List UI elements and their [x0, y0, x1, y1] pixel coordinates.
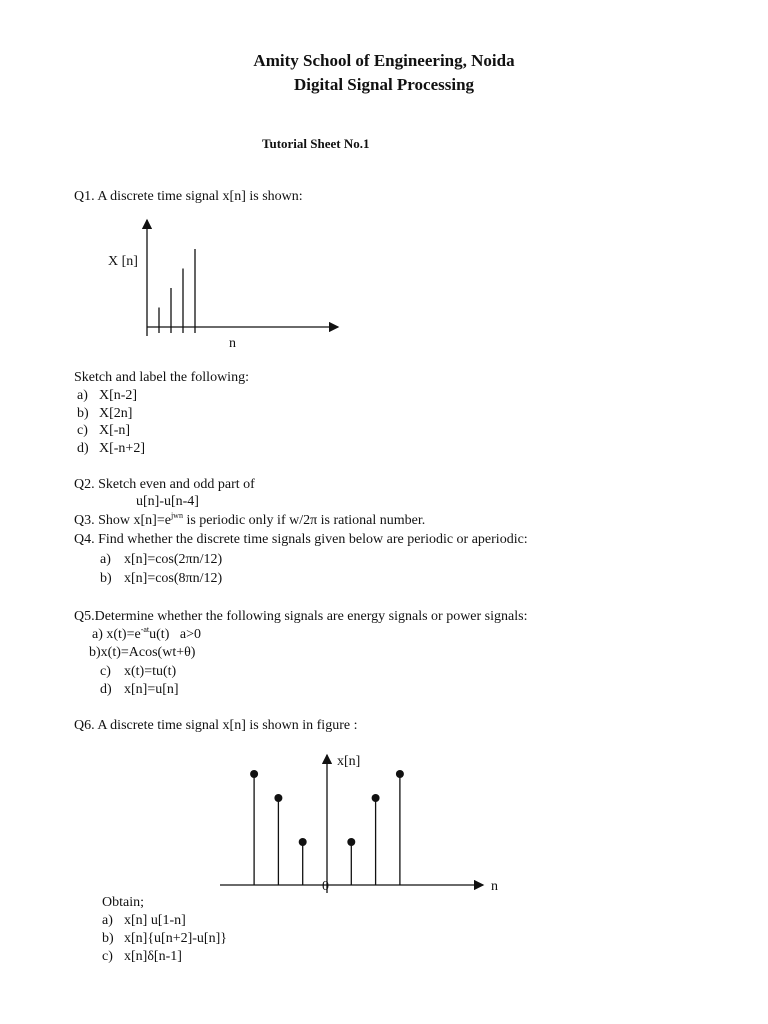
q6-stem-marker: [347, 838, 355, 846]
list-item-text: x[n]=cos(2πn/12): [124, 552, 223, 567]
q6-origin-label: 0: [322, 879, 329, 894]
list-item-label: d): [100, 682, 112, 697]
q6-stem-marker: [372, 794, 380, 802]
list-item-text: x(t)=tu(t): [124, 664, 177, 679]
q6-stem-marker: [299, 838, 307, 846]
q6-ylabel: x[n]: [337, 754, 361, 769]
list-item-label: b): [102, 931, 114, 946]
list-item-text: X[-n]: [99, 423, 131, 439]
q6-instruction: Obtain;: [102, 895, 144, 910]
q4-text: Q4. Find whether the discrete time signals given below are periodic or aperiodic:: [74, 532, 528, 547]
list-item-text: X[n-2]: [99, 388, 138, 403]
q1-xlabel: n: [229, 336, 236, 351]
list-item-text: x[n]δ[n-1]: [124, 949, 182, 964]
list-item-text: x[n] u[1-n]: [124, 913, 186, 928]
list-item-text: X[2n]: [99, 405, 133, 421]
list-item-label: c): [102, 949, 113, 964]
q5-a-post: u(t) a>0: [149, 627, 201, 642]
q3-post: is periodic only if w/2π is rational number.: [182, 513, 426, 528]
q2-text: Q2. Sketch even and odd part of: [74, 477, 255, 492]
q5-text: Q5.Determine whether the following signals are energy signals or power signals:: [74, 609, 528, 624]
q1-text: Q1. A discrete time signal x[n] is shown:: [74, 189, 303, 204]
list-item-label: c): [77, 423, 88, 439]
list-item-text: x[n]{u[n+2]-u[n]}: [124, 931, 227, 946]
q5-a-sup: -at: [140, 625, 150, 634]
q1-instruction: Sketch and label the following:: [74, 370, 249, 385]
list-item-label: c): [100, 664, 111, 679]
q6-xlabel: n: [491, 879, 498, 894]
list-item-label: a): [77, 388, 88, 403]
q3-sup: jwn: [170, 511, 183, 520]
list-item-text: X[-n+2]: [99, 441, 145, 457]
q6-stem-marker: [274, 794, 282, 802]
list-item-label: a): [100, 552, 111, 567]
list-item-label: b): [77, 405, 89, 421]
course-title: Digital Signal Processing: [293, 75, 475, 94]
q2-expr: u[n]-u[n-4]: [136, 494, 199, 509]
q6-stem-marker: [396, 770, 404, 778]
q5-item-b: b)x(t)=Acos(wt+θ): [89, 645, 196, 660]
q3-text: [74, 511, 426, 528]
list-item-text: x[n]=cos(8πn/12): [124, 571, 223, 586]
q1-ylabel: X [n]: [108, 254, 138, 269]
sheet-title: Tutorial Sheet No.1: [262, 136, 370, 151]
q5-a-pre: a) x(t)=e: [92, 627, 141, 642]
list-item-label: a): [102, 913, 113, 928]
list-item-label: d): [77, 441, 89, 457]
q6-text: Q6. A discrete time signal x[n] is shown in figure :: [74, 718, 358, 733]
q5-item-a: [92, 625, 201, 642]
q3-pre: Q3. Show x[n]=e: [74, 513, 171, 528]
q6-stem-marker: [250, 770, 258, 778]
institution-title: Amity School of Engineering, Noida: [253, 51, 515, 70]
list-item-text: x[n]=u[n]: [124, 682, 179, 697]
list-item-label: b): [100, 571, 112, 586]
